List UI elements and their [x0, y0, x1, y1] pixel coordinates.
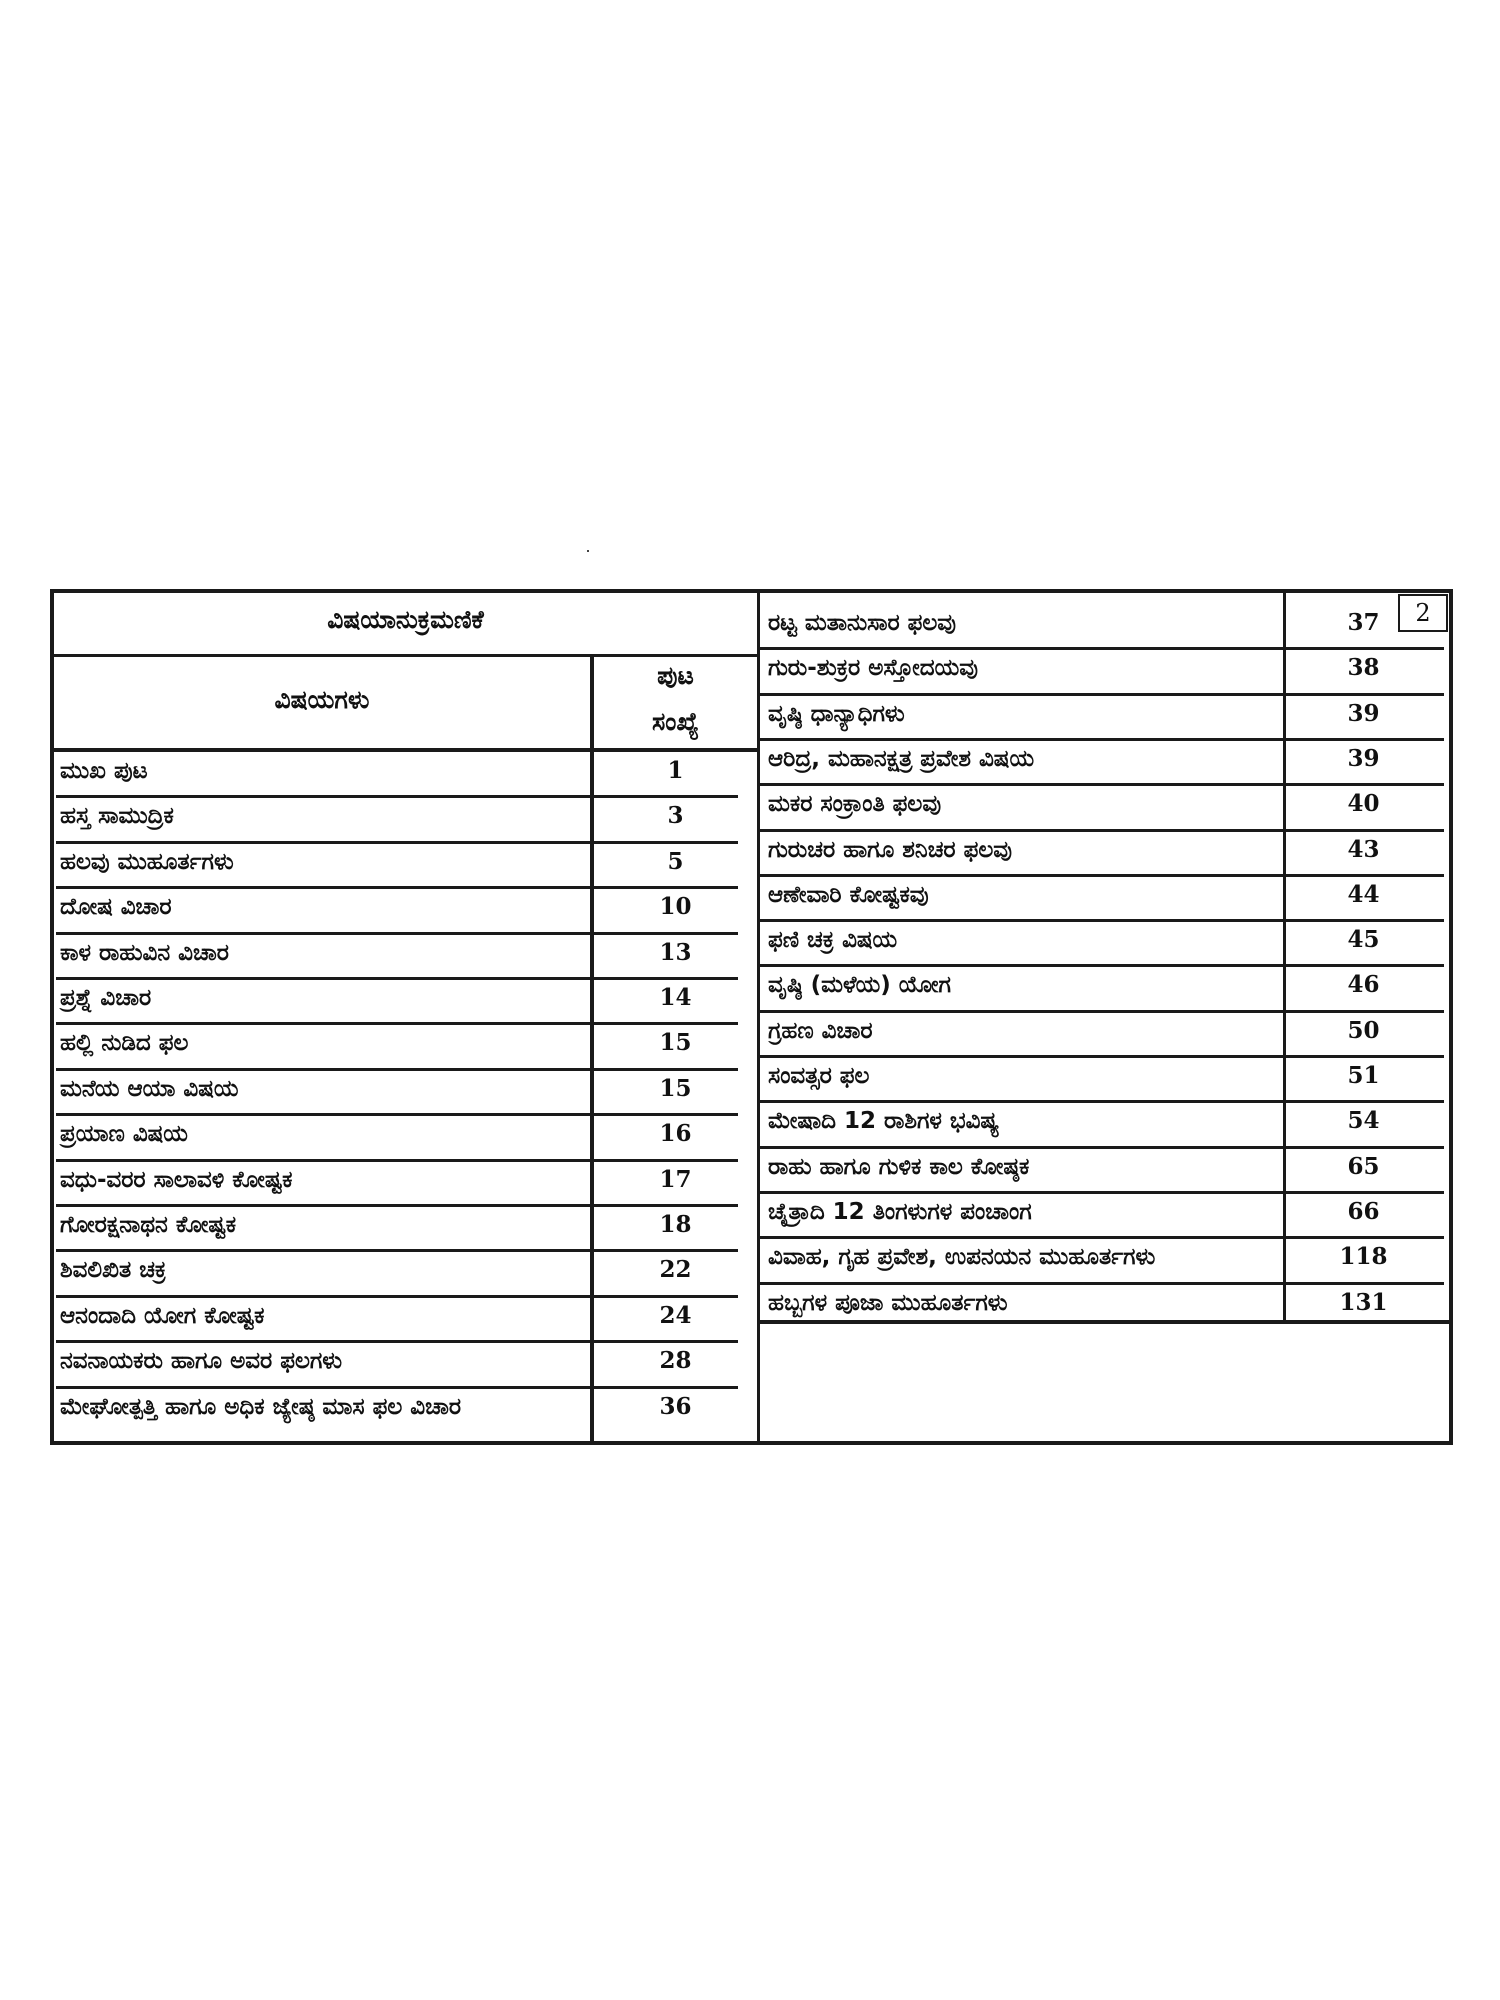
speck: [587, 550, 589, 552]
toc-entry-page: 66: [1347, 1197, 1380, 1225]
row-rule: [760, 1282, 1444, 1285]
row-rule: [56, 795, 738, 798]
title-underline: [50, 654, 760, 657]
toc-entry-page: 24: [659, 1301, 692, 1329]
right-block-bottom-rule: [757, 1320, 1453, 1324]
toc-entry-page: 39: [1347, 699, 1380, 727]
toc-entry-page: 16: [659, 1120, 692, 1148]
row-rule: [56, 932, 738, 935]
toc-entry-page: 18: [659, 1211, 692, 1238]
row-rule: [760, 647, 1444, 650]
row-rule: [56, 1113, 738, 1116]
row-rule: [760, 1146, 1444, 1149]
toc-entry-page: 22: [659, 1256, 692, 1284]
toc-entry-page: 15: [659, 1029, 692, 1057]
toc-entry-subject: ಮಕರ ಸಂಕ್ರಾಂತಿ ಫಲವು: [768, 791, 942, 818]
row-rule: [56, 1340, 738, 1343]
toc-entry-page: 3: [667, 802, 684, 830]
row-rule: [760, 1100, 1444, 1103]
row-rule: [56, 1159, 738, 1162]
subjects-column-header: ವಿಷಯಗಳು: [274, 685, 370, 714]
row-rule: [56, 1386, 738, 1389]
toc-entry-subject: ರಾಹು ಹಾಗೂ ಗುಳಿಕ ಕಾಲ ಕೋಷ್ಠಕ: [768, 1153, 1030, 1180]
row-rule: [56, 1022, 738, 1025]
toc-entry-page: 1: [667, 757, 684, 784]
toc-entry-page: 45: [1347, 926, 1380, 954]
row-rule: [760, 1236, 1444, 1239]
toc-entry-page: 14: [659, 984, 692, 1011]
toc-entry-page: 65: [1347, 1152, 1380, 1180]
page-number: 2: [1398, 594, 1448, 632]
row-rule: [56, 1068, 738, 1071]
toc-entry-subject: ಗ್ರಹಣ ವಿಚಾರ: [768, 1017, 873, 1044]
toc-entry-page: 5: [667, 847, 684, 875]
toc-entry-subject: ವಿವಾಹ, ಗೃಹ ಪ್ರವೇಶ, ಉಪನಯನ ಮುಹೂರ್ತಗಳು: [768, 1244, 1156, 1271]
toc-entry-page: 44: [1347, 880, 1380, 908]
row-rule: [760, 693, 1444, 696]
row-rule: [56, 1295, 738, 1298]
row-rule: [760, 783, 1444, 786]
toc-entry-page: 46: [1347, 971, 1380, 999]
toc-entry-page: 118: [1339, 1243, 1388, 1271]
row-rule: [760, 919, 1444, 922]
toc-entry-page: 15: [659, 1074, 692, 1102]
toc-entry-subject: ಮೇಷಾದಿ 12 ರಾಶಿಗಳ ಭವಿಷ್ಯ: [768, 1108, 1000, 1135]
toc-entry-subject: ರಟ್ಟ ಮತಾನುಸಾರ ಫಲವು: [768, 610, 957, 636]
toc-entry-subject: ಮುಖ ಪುಟ: [60, 758, 148, 784]
toc-entry-page: 28: [659, 1347, 692, 1375]
row-rule: [760, 964, 1444, 967]
toc-entry-subject: ಶಿವಲಿಖಿತ ಚಕ್ರ: [60, 1257, 167, 1284]
center-divider: [757, 589, 760, 1445]
toc-entry-subject: ಹಬ್ಬಗಳ ಪೂಜಾ ಮುಹೂರ್ತಗಳು: [768, 1289, 1008, 1316]
toc-entry-page: 37: [1347, 609, 1380, 636]
toc-entry-page: 40: [1347, 790, 1380, 818]
row-rule: [760, 1191, 1444, 1194]
toc-entry-subject: ವಧು-ವರರ ಸಾಲಾವಳಿ ಕೋಷ್ಟಕ: [60, 1166, 293, 1193]
toc-entry-subject: ಗುರುಚರ ಹಾಗೂ ಶನಿಚರ ಫಲವು: [768, 836, 1012, 863]
toc-entry-subject: ಗುರು-ಶುಕ್ರರ ಅಸ್ತೋದಯವು: [768, 655, 978, 682]
row-rule: [56, 1249, 738, 1252]
toc-entry-subject: ಫಣಿ ಚಕ್ರ ವಿಷಯ: [768, 927, 898, 954]
row-rule: [760, 1055, 1444, 1058]
toc-entry-page: 13: [659, 938, 692, 966]
row-rule: [56, 977, 738, 980]
toc-entry-subject: ಮೇಘೋತ್ಪತ್ತಿ ಹಾಗೂ ಅಧಿಕ ಜ್ಯೇಷ್ಠ ಮಾಸ ಫಲ ವಿಚಾರ: [60, 1393, 462, 1420]
toc-entry-subject: ಮನೆಯ ಆಯಾ ವಿಷಯ: [60, 1075, 239, 1102]
toc-entry-subject: ನವನಾಯಕರು ಹಾಗೂ ಅವರ ಫಲಗಳು: [60, 1348, 343, 1375]
row-rule: [56, 841, 738, 844]
toc-entry-subject: ಹಲವು ಮುಹೂರ್ತಗಳು: [60, 848, 234, 875]
toc-entry-subject: ವೃಷ್ಠಿ (ಮಳೆಯ) ಯೋಗ: [768, 972, 951, 999]
toc-entry-page: 10: [659, 893, 692, 921]
toc-entry-subject: ಹಸ್ತ ಸಾಮುದ್ರಿಕ: [60, 803, 174, 830]
toc-entry-subject: ಗೋರಕ್ಷನಾಥನ ಕೋಷ್ಟಕ: [60, 1212, 237, 1238]
toc-entry-page: 51: [1347, 1062, 1380, 1089]
toc-entry-page: 39: [1347, 744, 1380, 772]
toc-entry-subject: ಪ್ರಯಾಣ ವಿಷಯ: [60, 1121, 188, 1148]
toc-entry-page: 17: [659, 1165, 692, 1193]
toc-entry-subject: ದೋಷ ವಿಚಾರ: [60, 894, 172, 921]
toc-entry-page: 54: [1347, 1107, 1380, 1135]
toc-entry-subject: ಆರಿದ್ರ, ಮಹಾನಕ್ಷತ್ರ ಪ್ರವೇಶ ವಿಷಯ: [768, 745, 1035, 772]
toc-entry-page: 36: [659, 1392, 692, 1420]
row-rule: [760, 738, 1444, 741]
header-underline: [50, 748, 760, 752]
toc-title: ವಿಷಯಾನುಕ್ರಮಣಿಕೆ: [327, 605, 484, 634]
row-rule: [56, 886, 738, 889]
toc-entry-subject: ಕಾಳ ರಾಹುವಿನ ವಿಚಾರ: [60, 939, 229, 966]
toc-entry-subject: ಆಣೇವಾರಿ ಕೋಷ್ಟಕವು: [768, 881, 929, 908]
toc-entry-page: 131: [1339, 1288, 1388, 1316]
toc-entry-subject: ಹಲ್ಲಿ ನುಡಿದ ಫಲ: [60, 1030, 189, 1057]
toc-entry-page: 50: [1347, 1016, 1380, 1044]
page-column-header-line2: ಸಂಖ್ಯೆ: [651, 707, 699, 736]
toc-entry-subject: ಪ್ರಶ್ನೆ ವಿಚಾರ: [60, 985, 152, 1011]
toc-entry-page: 38: [1347, 654, 1380, 682]
row-rule: [56, 1204, 738, 1207]
toc-entry-subject: ಸಂವತ್ಸರ ಫಲ: [768, 1063, 870, 1089]
row-rule: [760, 874, 1444, 877]
page-column-header-line1: ಪುಟ: [657, 661, 694, 690]
toc-entry-subject: ಆನಂದಾದಿ ಯೋಗ ಕೋಷ್ಟಕ: [60, 1302, 265, 1329]
toc-entry-subject: ವೃಷ್ಠಿ ಧಾನ್ಯಾಧಿಗಳು: [768, 700, 905, 727]
toc-entry-subject: ಚೈತ್ರಾದಿ 12 ತಿಂಗಳುಗಳ ಪಂಚಾಂಗ: [768, 1198, 1032, 1225]
toc-entry-page: 43: [1347, 835, 1380, 863]
row-rule: [760, 829, 1444, 832]
row-rule: [760, 1010, 1444, 1013]
